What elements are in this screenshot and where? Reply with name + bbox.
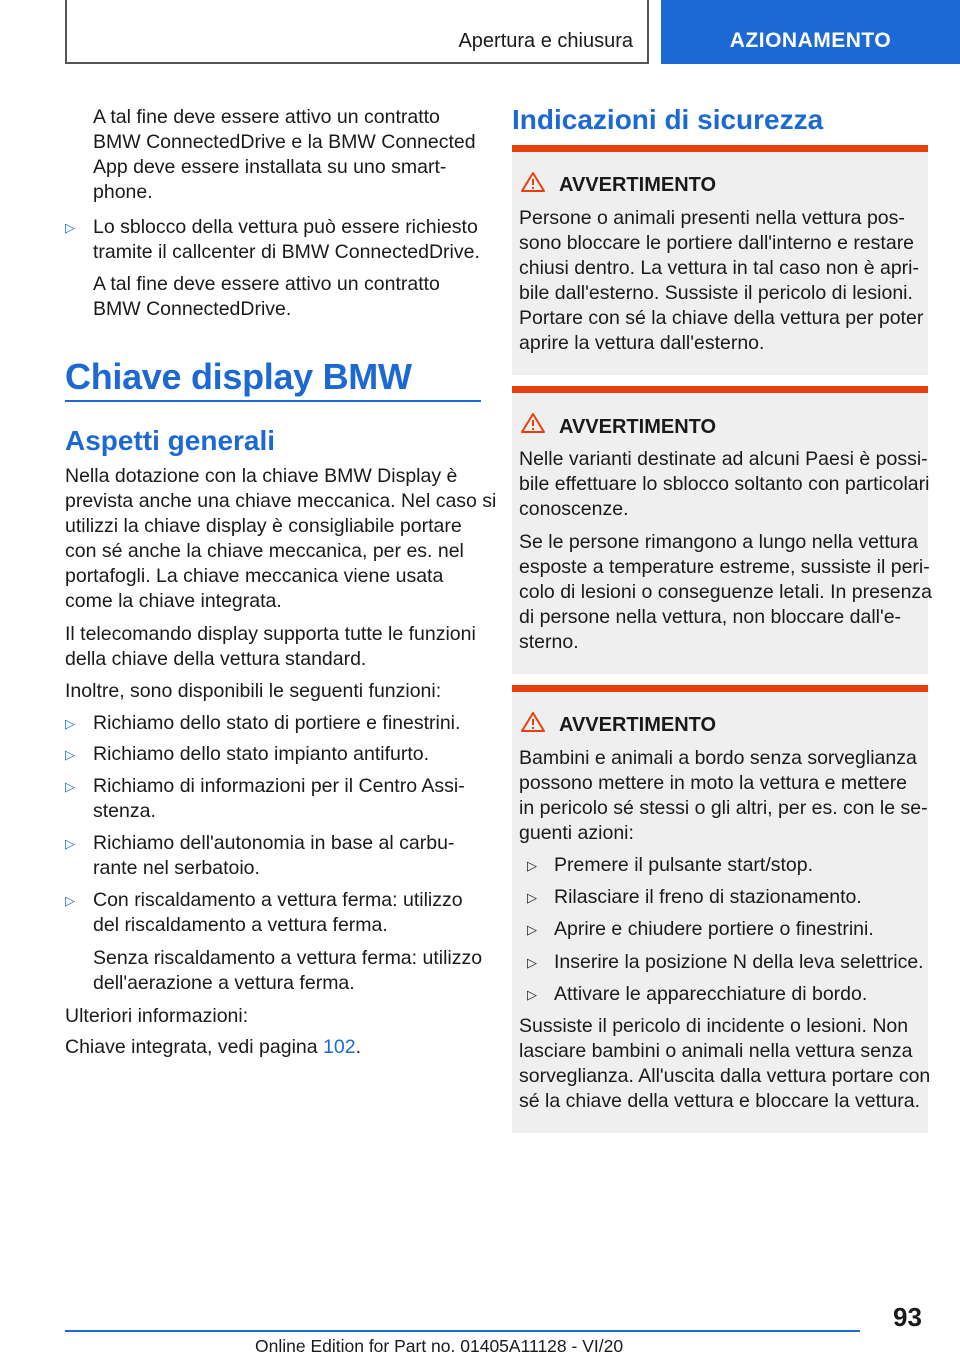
triangle-right-icon: ▷ [65,220,75,235]
text-line: App deve essere installata su uno smart- [93,156,447,178]
warning-text [519,1014,930,1114]
more-info-label: Ulteriori informazioni: [65,1005,249,1027]
text-line: Se le persone rimangono a lungo nella vettura [519,531,918,553]
list-item: Rilasciare il freno di stazionamento. [554,886,862,908]
page-number: 93 [893,1302,922,1332]
text-line: BMW ConnectedDrive. [93,298,292,320]
list-item [93,888,463,938]
text-line: conoscenze. [519,498,629,520]
text-line: phone. [93,181,153,203]
triangle-right-icon: ▷ [527,987,537,1002]
text-line: A tal fine deve essere attivo un contratto [93,106,440,128]
list-item [93,742,429,767]
triangle-right-icon: ▷ [65,836,75,851]
text-line: come la chiave integrata. [65,590,282,612]
triangle-right-icon: ▷ [65,747,75,762]
text-line: Richiamo dello stato impianto antifurto. [93,743,430,765]
text-line: esposte a temperature estreme, sussiste il peri- [519,556,930,578]
text-line: possono mettere in moto la vettura e mettere [519,772,908,794]
text-line: prevista anche una chiave meccanica. Nel caso si [65,490,497,512]
text-line: in pericolo sé stessi o gli altri, per es. con le se- [519,797,928,819]
text-line: sé la chiave della vettura e bloccare la vettura. [519,1090,921,1112]
subsection-title: Aspetti generali [65,425,276,456]
text-line: sterno. [519,631,579,653]
text-line: stenza. [93,800,156,822]
text-line: Senza riscaldamento a vettura ferma: utilizzo [93,947,483,969]
list-item-note [93,946,482,996]
cross-reference [65,1035,361,1060]
text-line: con sé anche la chiave meccanica, per es. nel [65,540,464,562]
text-line: sorveglianza. All'uscita dalla vettura portare con [519,1065,931,1087]
footer-edition: Online Edition for Part no. 01405A11128 - VI/20 [255,1336,624,1356]
text-line: Persone o animali presenti nella vettura pos- [519,207,905,229]
triangle-right-icon: ▷ [527,955,537,970]
cross-reference-end: . [355,1036,361,1058]
text-line: BMW ConnectedDrive e la BMW Connected [93,131,476,153]
text-line: aprire la vettura dall'esterno. [519,332,765,354]
section-title: Chiave display BMW [65,356,412,397]
footer-rule [65,1330,860,1332]
text-line: Sussiste il pericolo di incidente o lesioni. Non [519,1015,909,1037]
section-title-rule [65,400,481,402]
text-line: del riscaldamento a vettura ferma. [93,914,388,936]
text-line: della chiave della vettura standard. [65,648,367,670]
text-line: Nella dotazione con la chiave BMW Display è [65,465,458,487]
header-chapter-tab [661,0,960,64]
cross-reference-text: Chiave integrata, vedi pagina [65,1036,324,1058]
warning-text [519,746,928,846]
list-item [93,831,454,881]
warning-text [519,447,929,522]
text-line: dell'aerazione a vettura ferma. [93,972,355,994]
text-line: bile effettuare lo sblocco soltanto con particolari [519,473,930,495]
list-item [93,774,465,824]
list-item-note [93,272,440,322]
warning-label: AVVERTIMENTO [559,714,717,736]
text-line: guenti azioni: [519,822,634,844]
text-line: bile dall'esterno. Sussiste il pericolo di lesioni. [519,282,913,304]
remote-paragraph [65,622,476,672]
text-line: A tal fine deve essere attivo un contratto [93,273,440,295]
text-line: Nelle varianti destinate ad alcuni Paesi è possi- [519,448,928,470]
text-line: sono bloccare le portiere dall'interno e restare [519,232,915,254]
text-line: rante nel serbatoio. [93,857,260,879]
page-link[interactable]: 102 [323,1036,356,1058]
text-line: lasciare bambini o animali nella vettura senza [519,1040,913,1062]
intro-connecteddrive-text [93,105,476,205]
triangle-right-icon: ▷ [527,890,537,905]
list-item: Attivare le apparecchiature di bordo. [554,983,868,1005]
header-section-title: Apertura e chiusura [458,30,633,52]
text-line: Il telecomando display supporta tutte le funzioni [65,623,476,645]
triangle-right-icon: ▷ [65,893,75,908]
text-line: Richiamo dello stato di portiere e finestrini. [93,712,461,734]
list-item [93,711,460,736]
triangle-right-icon: ▷ [527,858,537,873]
triangle-right-icon: ▷ [527,922,537,937]
text-line: Lo sblocco della vettura può essere richiesto [93,216,478,238]
text-line: di persone nella vettura, non bloccare dall'e- [519,606,902,628]
text-line: Richiamo dell'autonomia in base al carbu- [93,832,455,854]
triangle-right-icon: ▷ [65,779,75,794]
warning-text [519,530,932,655]
warning-label: AVVERTIMENTO [559,416,717,438]
warning-triangle-icon [520,711,546,733]
text-line: Bambini e animali a bordo senza sorveglianza [519,747,917,769]
text-line: Con riscaldamento a vettura ferma: utilizzo [93,889,463,911]
header-chapter-title: AZIONAMENTO [729,29,892,52]
text-line: portafogli. La chiave meccanica viene usata [65,565,444,587]
triangle-right-icon: ▷ [65,716,75,731]
text-line: colo di lesioni o conseguenze letali. In presenza [519,581,933,603]
warning-triangle-icon [520,412,546,434]
list-item [93,215,480,265]
text-line: Richiamo di informazioni per il Centro Assi- [93,775,465,797]
warning-text [519,206,923,356]
safety-title: Indicazioni di sicurezza [512,104,824,135]
text-line: Portare con sé la chiave della vettura per poter [519,307,924,329]
list-item: Premere il pulsante start/stop. [554,854,814,876]
warning-triangle-icon [520,171,546,193]
general-paragraph [65,464,496,614]
functions-intro: Inoltre, sono disponibili le seguenti funzioni: [65,680,442,702]
list-item: Aprire e chiudere portiere o finestrini. [554,918,874,940]
warning-label: AVVERTIMENTO [559,174,717,196]
text-line: chiusi dentro. La vettura in tal caso non è apri- [519,257,919,279]
text-line: utilizzi la chiave display è consigliabile portare [65,515,462,537]
header-section-box [65,0,649,64]
list-item: Inserire la posizione N della leva selettrice. [554,951,924,973]
text-line: tramite il callcenter di BMW ConnectedDrive. [93,241,480,263]
